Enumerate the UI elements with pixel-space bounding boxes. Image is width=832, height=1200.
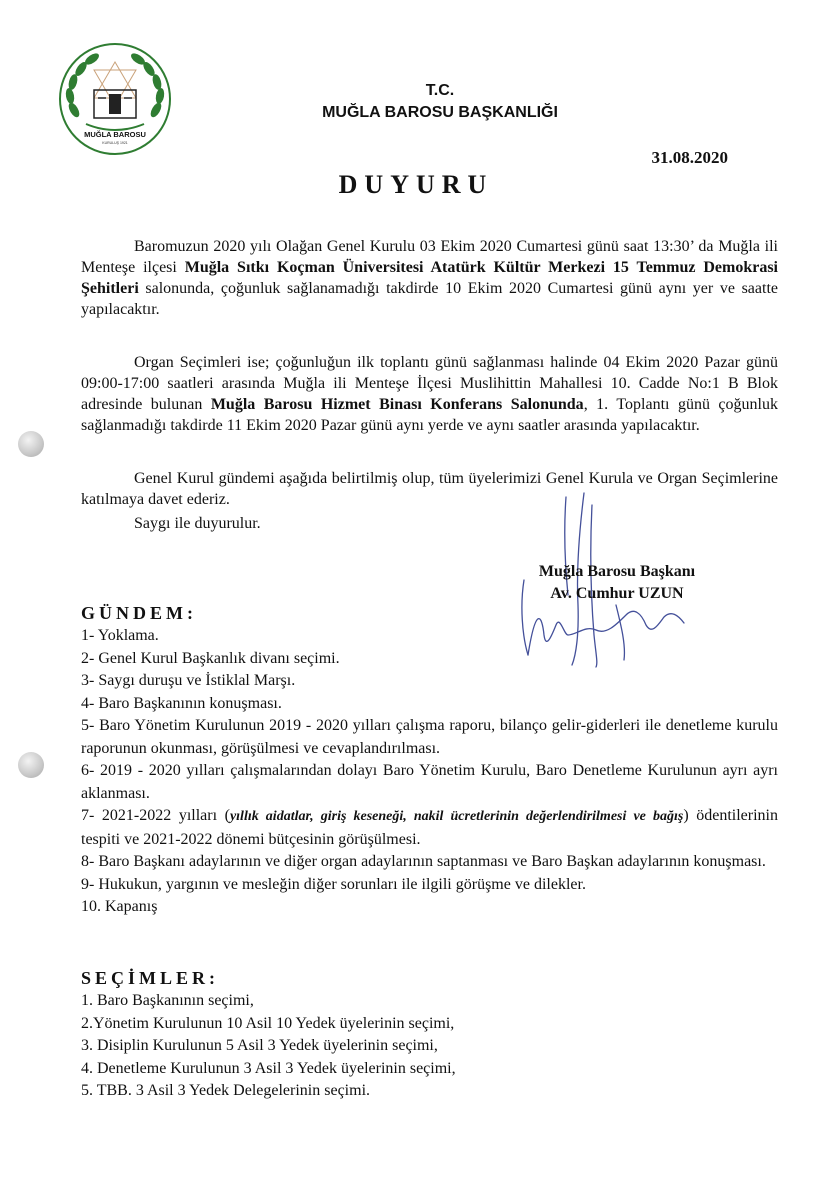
agenda-item: 1- Yoklama.	[81, 627, 159, 644]
p1-text-a: Baromuzun 2020 yılı Olağan Genel Kurulu 03 Ekim 2020 Cumartesi günü saat 13:30’ da Muğla ili Menteşe ilçesi	[81, 238, 778, 276]
agenda-item-7-a: 7- 2021-2022 yılları (	[81, 807, 230, 824]
agenda-item: 10. Kapanış	[81, 898, 158, 915]
elections-list	[81, 990, 778, 1103]
agenda-item: 3- Saygı duruşu ve İstiklal Marşı.	[81, 672, 296, 689]
header-tc: T.C.	[425, 82, 455, 99]
election-item: 5. TBB. 3 Asil 3 Yedek Delegelerinin seçimi.	[81, 1082, 371, 1099]
agenda-item: 2- Genel Kurul Başkanlık divanı seçimi.	[81, 649, 340, 667]
agenda-item: 9- Hukukun, yargının ve mesleğin diğer sorunları ile ilgili görüşme ve dilekler.	[81, 875, 586, 893]
header-organization: MUĞLA BAROSU BAŞKANLIĞI	[322, 104, 558, 121]
p4-text: Saygı ile duyurulur.	[134, 515, 261, 532]
election-item: 2.Yönetim Kurulunun 10 Asil 10 Yedek üyelerinin seçimi,	[81, 1014, 455, 1032]
punch-hole	[18, 431, 44, 457]
signatory-name: Av. Cumhur UZUN	[550, 585, 684, 602]
punch-hole	[18, 752, 44, 778]
paragraph-organ-elections	[81, 352, 778, 436]
muğla-barosu-logo	[56, 40, 174, 158]
signatory-role: Muğla Barosu Başkanı	[538, 563, 696, 580]
election-item: 4. Denetleme Kurulunun 3 Asil 3 Yedek üyelerinin seçimi,	[81, 1059, 456, 1077]
election-item: 3. Disiplin Kurulunun 5 Asil 3 Yedek üyelerinin seçimi,	[81, 1037, 438, 1054]
agenda-item: 4- Baro Başkanının konuşması.	[81, 694, 282, 712]
p2-venue: Muğla Barosu Hizmet Binası Konferans Salonunda	[210, 396, 584, 413]
logo-emblem	[56, 40, 174, 158]
p1-venue: Muğla Sıtkı Koçman Üniversitesi Atatürk Kültür Merkezi 15 Temmuz Demokrasi Şehitleri	[81, 259, 779, 297]
document-date: 31.08.2020	[651, 148, 728, 167]
agenda-heading: GÜNDEM:	[81, 603, 197, 623]
agenda-item-7-italic: yıllık aidatlar, giriş keseneği, nakil ücretlerinin değerlendirilmesi ve bağış	[229, 809, 684, 824]
document-title: DUYURU	[338, 170, 494, 199]
signature-block	[517, 561, 717, 605]
agenda-item: 6- 2019 - 2020 yılları çalışmalarından dolayı Baro Yönetim Kurulu, Baro Denetleme Kurulunun ayrı ayrı aklanması.	[81, 762, 778, 802]
p2-text-a: Organ Seçimleri ise; çoğunluğun ilk toplantı günü sağlanması halinde 04 Ekim 2020 Pazar günü 09:00-17:00 saatleri arasında Muğla ili Menteşe İlçesi Muslihittin Mahallesi 10. Cadde No:1 B Blok adresinde bulunan	[81, 354, 778, 413]
agenda-item: 8- Baro Başkanı adaylarının ve diğer organ adaylarının saptanması ve Baro Başkan adaylarının konuşması.	[81, 853, 766, 870]
p2-text-c: , 1. Toplantı günü çoğunluk sağlanmadığı takdirde 11 Ekim 2020 Pazar günü aynı yerde ve aynı saatler arasında yapılacaktır.	[81, 396, 778, 434]
agenda-item: 5- Baro Yönetim Kurulunun 2019 - 2020 yılları çalışma raporu, bilanço gelir-giderleri ile denetleme kurulu raporunun okunması, görüşülmesi ve cevaplandırılması.	[81, 717, 778, 757]
p1-text-c: salonunda, çoğunluk sağlanamadığı takdirde 10 Ekim 2020 Cumartesi günü aynı yer ve saatte yapılacaktır.	[81, 280, 778, 318]
paragraph-general-assembly	[81, 236, 778, 320]
logo-text: MUĞLA BAROSU	[84, 130, 146, 139]
elections-heading: SEÇİMLER:	[81, 968, 220, 988]
logo-subtext: KURULUŞ 1921	[102, 141, 128, 145]
election-item: 1. Baro Başkanının seçimi,	[81, 992, 254, 1009]
agenda-item-7-c: ) ödentilerinin tespiti ve 2021-2022 dönemi bütçesinin görüşülmesi.	[81, 807, 778, 848]
p3-text: Genel Kurul gündemi aşağıda belirtilmiş olup, tüm üyelerimizi Genel Kurula ve Organ Seçimlerine katılmaya davet ederiz.	[81, 470, 778, 508]
agenda-item	[81, 805, 778, 851]
agenda-list	[81, 625, 778, 919]
letterhead	[230, 80, 650, 124]
